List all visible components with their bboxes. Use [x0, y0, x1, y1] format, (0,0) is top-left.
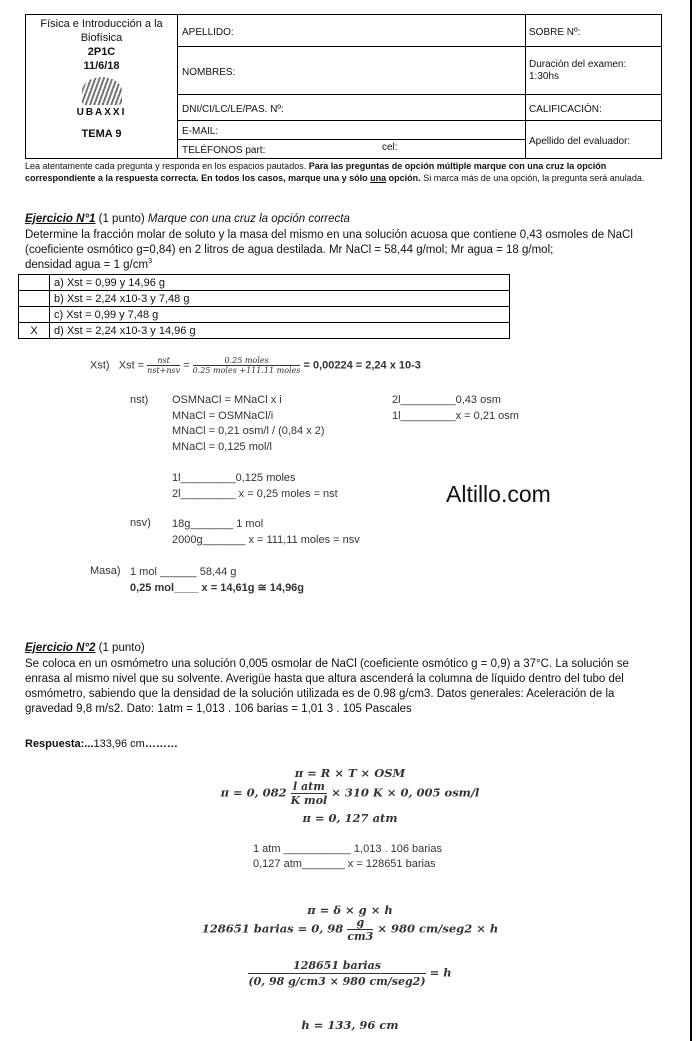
tema-number: TEMA 9 [81, 128, 122, 140]
exam-header [25, 14, 662, 159]
answer-tail: ……… [144, 738, 178, 750]
telefonos-label: TELÉFONOS part: [182, 145, 266, 156]
eq2-den: K mol [290, 794, 328, 807]
nombres-field[interactable] [178, 47, 526, 95]
option-label: b) Xst = 2,24 x10-3 y 7,48 g [50, 291, 510, 307]
xst-result: = 0,00224 = 2,24 x 10-3 [303, 359, 421, 372]
nst-line: MNaCl = 0,21 osm/l / (0,84 x 2) [172, 425, 325, 437]
option-row-c[interactable] [19, 307, 510, 323]
ex2-title: Ejercicio N°2 [25, 642, 96, 654]
nst-rule [172, 471, 338, 502]
eq5-fraction [347, 916, 373, 943]
xst-f1-num: nst [147, 356, 180, 366]
ex1-statement [25, 228, 665, 273]
duracion-field [526, 47, 662, 95]
eq6-den: (0, 98 g/cm3 × 980 cm/seg2) [248, 975, 426, 988]
masa-block [130, 564, 304, 596]
nst-label: nst) [130, 394, 149, 406]
option-mark[interactable] [19, 307, 50, 323]
ex1-text-3: densidad agua = 1 g/cm [25, 259, 149, 271]
ubaxxi-logo-icon [82, 77, 122, 105]
eq5-den: cm3 [347, 930, 374, 943]
answer-value: 133,96 cm [93, 738, 145, 750]
eq5-num: g [347, 916, 373, 930]
eq-pressure-height: π = δ × g × h [307, 903, 393, 917]
instructions-una: una [370, 173, 387, 183]
option-row-d[interactable] [19, 323, 510, 339]
conversion-line: 0,127 atm_______ x = 128651 barias [253, 858, 436, 870]
xst-f2-num: 0.25 moles [193, 356, 301, 366]
ex1-text-3-sup: 3 [148, 258, 152, 266]
instructions-part2: Para las preguntas de opción múltiple marque con una cruz la opción correspondiente a la respuesta correcta. En todos los casos, marque una y sólo [25, 161, 607, 183]
xst-f2-den: 0.25 moles +111.11 moles [192, 366, 301, 375]
option-row-a[interactable] [19, 275, 510, 291]
xst-label: Xst) [90, 359, 110, 372]
ex2-text-1: Se coloca en un osmómetro una solución 0,005 osmolar de NaCl (coeficiente osmótico g = 0,9) a 37°C. La solución se [25, 658, 629, 670]
ex2-statement [25, 657, 675, 717]
eq-solve-h [0, 958, 700, 989]
option-label: c) Xst = 0,99 y 7,48 g [50, 307, 510, 323]
option-label: d) Xst = 2,24 x10-3 y 14,96 g [50, 323, 510, 339]
option-mark[interactable] [19, 291, 50, 307]
dni-field[interactable] [178, 95, 526, 121]
xst-fraction-1 [147, 356, 180, 375]
nst-rule-line: 1l_________0,125 moles [172, 472, 296, 484]
ubaxxi-logo-text: UBAXXI [76, 107, 127, 118]
nst-rule-line: 2l_________ x = 0,25 moles = nst [172, 487, 338, 500]
dni-label: DNI/CI/LC/LE/PAS. Nº: [182, 103, 284, 115]
conversion-rule [253, 842, 442, 872]
nsv-line: 18g_______ 1 mol [172, 518, 264, 530]
eq2-num: l atm [291, 780, 328, 794]
exam-code: 2P1C [87, 46, 116, 58]
ex1-text-2: (coeficiente osmótico g=0,84) en 2 litros de agua destilada. Mr NaCl = 58,44 g/mol; Mr agua = 18 g/mol; [25, 244, 554, 256]
xst-eq-start: Xst = [118, 359, 145, 372]
xst-line: Xst) Xst = $\frac{\text{nst}}{\text{nst+nsv}}$ = $\frac{\text{0.25 moles}}{\text{0.25 moles +111.11 moles}}$ = 0,00224 = 2,24 x 10-3 [90, 356, 421, 375]
osm-rule-line: 2l_________0,43 osm [392, 394, 501, 406]
masa-line: 1 mol ______ 58,44 g [130, 566, 237, 578]
answer-line [25, 737, 178, 751]
apellido-field[interactable] [178, 15, 526, 47]
eq5-right: × 980 cm/seg2 × h [377, 921, 499, 936]
nst-line: MNaCl = 0,125 mol/l [172, 440, 272, 453]
eq2-fraction [291, 780, 328, 807]
xst-f1-den: nst+nsv [147, 366, 181, 375]
eq6-fraction [248, 958, 425, 989]
option-row-b[interactable] [19, 291, 510, 307]
xst-fraction-2 [193, 356, 301, 375]
option-mark[interactable]: X [19, 323, 50, 339]
calificacion-field[interactable] [526, 95, 662, 121]
header-left-cell [26, 15, 178, 159]
email-field[interactable] [178, 121, 526, 140]
conversion-line: 1 atm ___________ 1,013 . 106 barias [253, 843, 442, 855]
sobre-field[interactable] [526, 15, 662, 47]
eq-h-result: h = 133, 96 cm [301, 1018, 399, 1032]
eq6-num: 128651 barias [248, 958, 425, 974]
ex2-heading [25, 641, 145, 656]
email-label: E-MAIL: [182, 126, 219, 137]
instructions-part1: Lea atentamente cada pregunta y responda en los espacios pautados. [25, 161, 307, 171]
ex2-text-3: osmómetro, sabiendo que la densidad de la solución utilizada es de 0.98 g/cm3. Datos generales: Aceleración de la [25, 688, 615, 700]
watermark: Altillo.com [446, 481, 551, 507]
ex1-text-1: Determine la fracción molar de soluto y la masa del mismo en una solución acuosa que contiene 0,43 osmoles de NaCl [25, 229, 633, 241]
osm-rule [392, 393, 519, 424]
exam-date: 11/6/18 [83, 60, 120, 72]
cel-label: cel: [382, 142, 398, 153]
ex1-options-table [18, 274, 510, 339]
osm-rule-line: 1l_________x = 0,21 osm [392, 409, 519, 422]
calificacion-label: CALIFICACIÓN: [529, 103, 602, 115]
duracion-label: Duración del examen: 1:30hs [529, 58, 627, 82]
ex1-title: Ejercicio N°1 [25, 213, 96, 225]
eq2-right: × 310 K × 0, 005 osm/l [331, 785, 480, 800]
sobre-label: SOBRE Nº: [529, 26, 581, 38]
eq6-right: = h [429, 965, 452, 980]
ex1-instruction: Marque con una cruz la opción correcta [147, 213, 350, 225]
option-mark[interactable] [19, 275, 50, 291]
instructions [25, 160, 658, 184]
nsv-label: nsv) [130, 517, 151, 529]
nst-block [172, 393, 325, 455]
eq-pi-result: π = 0, 127 atm [302, 811, 398, 825]
eq-pi-substitution [0, 780, 700, 807]
evaluador-label: Apellido del evaluador: [529, 135, 631, 147]
option-label: a) Xst = 0,99 y 14,96 g [50, 275, 510, 291]
nst-line: OSMNaCl = MNaCl x i [172, 394, 282, 406]
nst-line: MNaCl = OSMNaCl/i [172, 409, 274, 422]
evaluador-field[interactable] [526, 121, 662, 159]
masa-line: 0,25 mol____ x = 14,61g ≅ 14,96g [130, 582, 305, 594]
instructions-part3: Si marca más de una opción, la pregunta será anulada. [423, 173, 645, 183]
eq5-left: 128651 barias = 0, 98 [201, 921, 344, 936]
masa-label: Masa) [90, 565, 121, 577]
nombres-label: NOMBRES: [182, 66, 236, 78]
nsv-block [172, 516, 360, 548]
course-name: Física e Introducción a la Biofísica [40, 18, 163, 44]
eq2-left: π = 0, 082 [220, 785, 287, 800]
nsv-line: 2000g_______ x = 111,11 moles = nsv [172, 534, 360, 546]
ex1-heading [25, 212, 350, 227]
ex2-points: (1 punto) [98, 642, 145, 654]
ex2-text-2: enrasa al mismo nivel que su solvente. Averigüe hasta que altura ascenderá la columna de líquido dentro del tubo del [25, 673, 624, 685]
apellido-label: APELLIDO: [182, 26, 234, 38]
instructions-opcion: opción. [388, 173, 421, 183]
ex1-points: (1 punto) [98, 213, 145, 225]
telefonos-field[interactable] [178, 140, 526, 159]
ex2-text-4: gravedad 9,8 m/s2. Dato: 1atm = 1,013 . 106 barias = 1,01 3 . 105 Pascales [25, 703, 412, 715]
eq-pi-definition: π = R × T × OSM [294, 766, 406, 780]
page-edge-divider [690, 0, 692, 1041]
answer-label: Respuesta:... [25, 738, 94, 750]
eq-substitution [0, 916, 700, 943]
